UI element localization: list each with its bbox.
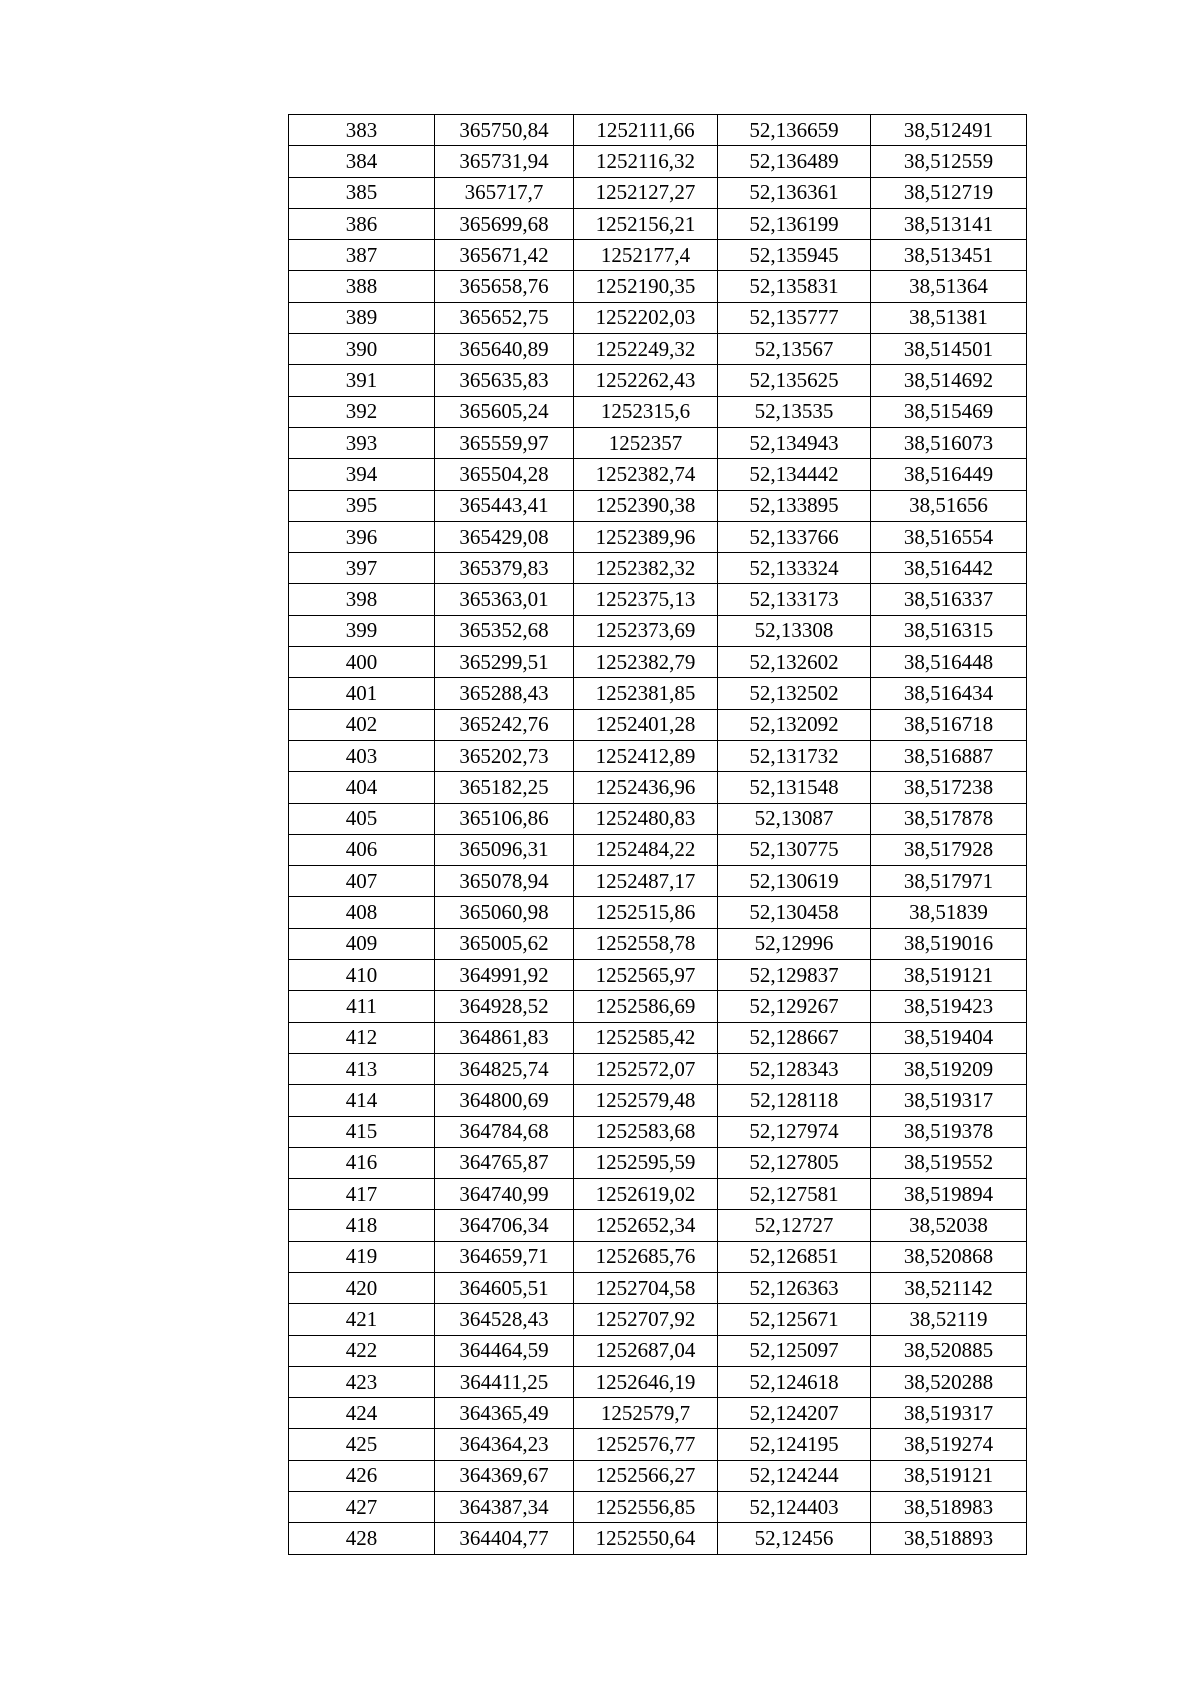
- table-row: [289, 709, 1027, 740]
- table-row: [289, 302, 1027, 333]
- table-row: [289, 396, 1027, 427]
- x-coordinate-cell: 364528,43: [435, 1304, 574, 1335]
- y-coordinate-cell: 1252389,96: [574, 521, 718, 552]
- point-number-cell: 400: [289, 647, 435, 678]
- x-coordinate-cell: 365605,24: [435, 396, 574, 427]
- x-coordinate-cell: 365202,73: [435, 740, 574, 771]
- y-coordinate-cell: 1252156,21: [574, 208, 718, 239]
- longitude-cell: 38,516449: [871, 459, 1027, 490]
- latitude-cell: 52,129267: [718, 991, 871, 1022]
- point-number-cell: 383: [289, 115, 435, 146]
- point-number-cell: 398: [289, 584, 435, 615]
- latitude-cell: 52,13567: [718, 334, 871, 365]
- x-coordinate-cell: 365379,83: [435, 553, 574, 584]
- latitude-cell: 52,124195: [718, 1429, 871, 1460]
- point-number-cell: 412: [289, 1022, 435, 1053]
- point-number-cell: 405: [289, 803, 435, 834]
- x-coordinate-cell: 365443,41: [435, 490, 574, 521]
- y-coordinate-cell: 1252249,32: [574, 334, 718, 365]
- longitude-cell: 38,512719: [871, 177, 1027, 208]
- latitude-cell: 52,134943: [718, 427, 871, 458]
- point-number-cell: 399: [289, 615, 435, 646]
- latitude-cell: 52,124403: [718, 1492, 871, 1523]
- point-number-cell: 411: [289, 991, 435, 1022]
- longitude-cell: 38,514692: [871, 365, 1027, 396]
- latitude-cell: 52,134442: [718, 459, 871, 490]
- table-row: [289, 1210, 1027, 1241]
- coordinates-table: [288, 114, 1027, 1555]
- longitude-cell: 38,512559: [871, 146, 1027, 177]
- y-coordinate-cell: 1252556,85: [574, 1492, 718, 1523]
- x-coordinate-cell: 365363,01: [435, 584, 574, 615]
- x-coordinate-cell: 365658,76: [435, 271, 574, 302]
- table-row: [289, 678, 1027, 709]
- y-coordinate-cell: 1252579,48: [574, 1085, 718, 1116]
- longitude-cell: 38,52119: [871, 1304, 1027, 1335]
- y-coordinate-cell: 1252565,97: [574, 960, 718, 991]
- point-number-cell: 403: [289, 740, 435, 771]
- longitude-cell: 38,516887: [871, 740, 1027, 771]
- point-number-cell: 402: [289, 709, 435, 740]
- latitude-cell: 52,132502: [718, 678, 871, 709]
- x-coordinate-cell: 364740,99: [435, 1179, 574, 1210]
- table-row: [289, 834, 1027, 865]
- latitude-cell: 52,13087: [718, 803, 871, 834]
- point-number-cell: 414: [289, 1085, 435, 1116]
- point-number-cell: 388: [289, 271, 435, 302]
- table-row: [289, 271, 1027, 302]
- longitude-cell: 38,516554: [871, 521, 1027, 552]
- latitude-cell: 52,136489: [718, 146, 871, 177]
- table-row: [289, 1492, 1027, 1523]
- latitude-cell: 52,133173: [718, 584, 871, 615]
- latitude-cell: 52,131732: [718, 740, 871, 771]
- longitude-cell: 38,520885: [871, 1335, 1027, 1366]
- point-number-cell: 384: [289, 146, 435, 177]
- table-row: [289, 647, 1027, 678]
- latitude-cell: 52,124244: [718, 1460, 871, 1491]
- x-coordinate-cell: 365005,62: [435, 928, 574, 959]
- latitude-cell: 52,135625: [718, 365, 871, 396]
- longitude-cell: 38,518983: [871, 1492, 1027, 1523]
- table-row: [289, 960, 1027, 991]
- y-coordinate-cell: 1252373,69: [574, 615, 718, 646]
- y-coordinate-cell: 1252583,68: [574, 1116, 718, 1147]
- table-row: [289, 1053, 1027, 1084]
- longitude-cell: 38,51364: [871, 271, 1027, 302]
- latitude-cell: 52,133766: [718, 521, 871, 552]
- x-coordinate-cell: 364928,52: [435, 991, 574, 1022]
- latitude-cell: 52,127581: [718, 1179, 871, 1210]
- longitude-cell: 38,516337: [871, 584, 1027, 615]
- y-coordinate-cell: 1252390,38: [574, 490, 718, 521]
- table-row: [289, 1179, 1027, 1210]
- y-coordinate-cell: 1252382,79: [574, 647, 718, 678]
- latitude-cell: 52,125671: [718, 1304, 871, 1335]
- longitude-cell: 38,512491: [871, 115, 1027, 146]
- table-row: [289, 1085, 1027, 1116]
- y-coordinate-cell: 1252487,17: [574, 866, 718, 897]
- y-coordinate-cell: 1252652,34: [574, 1210, 718, 1241]
- y-coordinate-cell: 1252566,27: [574, 1460, 718, 1491]
- point-number-cell: 393: [289, 427, 435, 458]
- y-coordinate-cell: 1252707,92: [574, 1304, 718, 1335]
- latitude-cell: 52,135945: [718, 240, 871, 271]
- latitude-cell: 52,12727: [718, 1210, 871, 1241]
- point-number-cell: 419: [289, 1241, 435, 1272]
- x-coordinate-cell: 365504,28: [435, 459, 574, 490]
- latitude-cell: 52,133324: [718, 553, 871, 584]
- table-row: [289, 490, 1027, 521]
- y-coordinate-cell: 1252579,7: [574, 1398, 718, 1429]
- point-number-cell: 423: [289, 1366, 435, 1397]
- point-number-cell: 426: [289, 1460, 435, 1491]
- point-number-cell: 417: [289, 1179, 435, 1210]
- y-coordinate-cell: 1252127,27: [574, 177, 718, 208]
- table-row: [289, 115, 1027, 146]
- point-number-cell: 410: [289, 960, 435, 991]
- point-number-cell: 391: [289, 365, 435, 396]
- latitude-cell: 52,136199: [718, 208, 871, 239]
- table-row: [289, 1116, 1027, 1147]
- x-coordinate-cell: 365288,43: [435, 678, 574, 709]
- point-number-cell: 409: [289, 928, 435, 959]
- table-row: [289, 991, 1027, 1022]
- y-coordinate-cell: 1252177,4: [574, 240, 718, 271]
- point-number-cell: 396: [289, 521, 435, 552]
- longitude-cell: 38,519317: [871, 1085, 1027, 1116]
- y-coordinate-cell: 1252202,03: [574, 302, 718, 333]
- point-number-cell: 428: [289, 1523, 435, 1554]
- table-row: [289, 1460, 1027, 1491]
- y-coordinate-cell: 1252381,85: [574, 678, 718, 709]
- table-row: [289, 1335, 1027, 1366]
- latitude-cell: 52,124618: [718, 1366, 871, 1397]
- latitude-cell: 52,133895: [718, 490, 871, 521]
- x-coordinate-cell: 365750,84: [435, 115, 574, 146]
- x-coordinate-cell: 364825,74: [435, 1053, 574, 1084]
- point-number-cell: 407: [289, 866, 435, 897]
- table-row: [289, 1398, 1027, 1429]
- y-coordinate-cell: 1252585,42: [574, 1022, 718, 1053]
- table-row: [289, 615, 1027, 646]
- latitude-cell: 52,127805: [718, 1147, 871, 1178]
- table-row: [289, 1366, 1027, 1397]
- x-coordinate-cell: 364411,25: [435, 1366, 574, 1397]
- table-row: [289, 208, 1027, 239]
- latitude-cell: 52,131548: [718, 772, 871, 803]
- point-number-cell: 422: [289, 1335, 435, 1366]
- y-coordinate-cell: 1252646,19: [574, 1366, 718, 1397]
- longitude-cell: 38,51381: [871, 302, 1027, 333]
- point-number-cell: 401: [289, 678, 435, 709]
- latitude-cell: 52,126363: [718, 1272, 871, 1303]
- table-row: [289, 1241, 1027, 1272]
- table-row: [289, 427, 1027, 458]
- latitude-cell: 52,125097: [718, 1335, 871, 1366]
- table-row: [289, 1022, 1027, 1053]
- y-coordinate-cell: 1252515,86: [574, 897, 718, 928]
- longitude-cell: 38,516315: [871, 615, 1027, 646]
- table-row: [289, 803, 1027, 834]
- y-coordinate-cell: 1252558,78: [574, 928, 718, 959]
- latitude-cell: 52,128667: [718, 1022, 871, 1053]
- x-coordinate-cell: 365060,98: [435, 897, 574, 928]
- latitude-cell: 52,128343: [718, 1053, 871, 1084]
- x-coordinate-cell: 365731,94: [435, 146, 574, 177]
- longitude-cell: 38,519274: [871, 1429, 1027, 1460]
- table-row: [289, 740, 1027, 771]
- table-row: [289, 521, 1027, 552]
- x-coordinate-cell: 364784,68: [435, 1116, 574, 1147]
- latitude-cell: 52,13308: [718, 615, 871, 646]
- x-coordinate-cell: 365717,7: [435, 177, 574, 208]
- longitude-cell: 38,519121: [871, 1460, 1027, 1491]
- point-number-cell: 397: [289, 553, 435, 584]
- point-number-cell: 416: [289, 1147, 435, 1178]
- latitude-cell: 52,12996: [718, 928, 871, 959]
- table-row: [289, 146, 1027, 177]
- longitude-cell: 38,519317: [871, 1398, 1027, 1429]
- x-coordinate-cell: 365299,51: [435, 647, 574, 678]
- longitude-cell: 38,516448: [871, 647, 1027, 678]
- latitude-cell: 52,135831: [718, 271, 871, 302]
- x-coordinate-cell: 364364,23: [435, 1429, 574, 1460]
- y-coordinate-cell: 1252576,77: [574, 1429, 718, 1460]
- latitude-cell: 52,128118: [718, 1085, 871, 1116]
- latitude-cell: 52,136659: [718, 115, 871, 146]
- x-coordinate-cell: 365096,31: [435, 834, 574, 865]
- x-coordinate-cell: 365242,76: [435, 709, 574, 740]
- longitude-cell: 38,519016: [871, 928, 1027, 959]
- point-number-cell: 392: [289, 396, 435, 427]
- x-coordinate-cell: 364765,87: [435, 1147, 574, 1178]
- x-coordinate-cell: 365352,68: [435, 615, 574, 646]
- latitude-cell: 52,126851: [718, 1241, 871, 1272]
- point-number-cell: 386: [289, 208, 435, 239]
- y-coordinate-cell: 1252480,83: [574, 803, 718, 834]
- longitude-cell: 38,519552: [871, 1147, 1027, 1178]
- x-coordinate-cell: 364659,71: [435, 1241, 574, 1272]
- x-coordinate-cell: 364706,34: [435, 1210, 574, 1241]
- point-number-cell: 394: [289, 459, 435, 490]
- x-coordinate-cell: 365671,42: [435, 240, 574, 271]
- point-number-cell: 418: [289, 1210, 435, 1241]
- table-row: [289, 1523, 1027, 1554]
- longitude-cell: 38,517878: [871, 803, 1027, 834]
- point-number-cell: 421: [289, 1304, 435, 1335]
- y-coordinate-cell: 1252382,74: [574, 459, 718, 490]
- table-row: [289, 553, 1027, 584]
- table-row: [289, 772, 1027, 803]
- longitude-cell: 38,52038: [871, 1210, 1027, 1241]
- table-row: [289, 1304, 1027, 1335]
- y-coordinate-cell: 1252190,35: [574, 271, 718, 302]
- y-coordinate-cell: 1252687,04: [574, 1335, 718, 1366]
- table-row: [289, 928, 1027, 959]
- table-row: [289, 1272, 1027, 1303]
- x-coordinate-cell: 365699,68: [435, 208, 574, 239]
- y-coordinate-cell: 1252619,02: [574, 1179, 718, 1210]
- x-coordinate-cell: 365559,97: [435, 427, 574, 458]
- x-coordinate-cell: 364404,77: [435, 1523, 574, 1554]
- latitude-cell: 52,127974: [718, 1116, 871, 1147]
- point-number-cell: 389: [289, 302, 435, 333]
- point-number-cell: 425: [289, 1429, 435, 1460]
- longitude-cell: 38,516442: [871, 553, 1027, 584]
- x-coordinate-cell: 365640,89: [435, 334, 574, 365]
- latitude-cell: 52,12456: [718, 1523, 871, 1554]
- longitude-cell: 38,519404: [871, 1022, 1027, 1053]
- point-number-cell: 404: [289, 772, 435, 803]
- point-number-cell: 415: [289, 1116, 435, 1147]
- longitude-cell: 38,518893: [871, 1523, 1027, 1554]
- y-coordinate-cell: 1252586,69: [574, 991, 718, 1022]
- latitude-cell: 52,130458: [718, 897, 871, 928]
- x-coordinate-cell: 365429,08: [435, 521, 574, 552]
- coordinates-table-body: [289, 115, 1027, 1555]
- y-coordinate-cell: 1252111,66: [574, 115, 718, 146]
- y-coordinate-cell: 1252550,64: [574, 1523, 718, 1554]
- table-row: [289, 334, 1027, 365]
- table-row: [289, 459, 1027, 490]
- longitude-cell: 38,519209: [871, 1053, 1027, 1084]
- table-row: [289, 365, 1027, 396]
- longitude-cell: 38,519378: [871, 1116, 1027, 1147]
- latitude-cell: 52,136361: [718, 177, 871, 208]
- y-coordinate-cell: 1252262,43: [574, 365, 718, 396]
- latitude-cell: 52,13535: [718, 396, 871, 427]
- point-number-cell: 420: [289, 1272, 435, 1303]
- longitude-cell: 38,516434: [871, 678, 1027, 709]
- y-coordinate-cell: 1252357: [574, 427, 718, 458]
- point-number-cell: 427: [289, 1492, 435, 1523]
- latitude-cell: 52,132602: [718, 647, 871, 678]
- longitude-cell: 38,515469: [871, 396, 1027, 427]
- x-coordinate-cell: 365106,86: [435, 803, 574, 834]
- longitude-cell: 38,519423: [871, 991, 1027, 1022]
- y-coordinate-cell: 1252704,58: [574, 1272, 718, 1303]
- longitude-cell: 38,51656: [871, 490, 1027, 521]
- longitude-cell: 38,517928: [871, 834, 1027, 865]
- longitude-cell: 38,521142: [871, 1272, 1027, 1303]
- y-coordinate-cell: 1252595,59: [574, 1147, 718, 1178]
- latitude-cell: 52,130775: [718, 834, 871, 865]
- longitude-cell: 38,519121: [871, 960, 1027, 991]
- latitude-cell: 52,135777: [718, 302, 871, 333]
- x-coordinate-cell: 364605,51: [435, 1272, 574, 1303]
- x-coordinate-cell: 364369,67: [435, 1460, 574, 1491]
- x-coordinate-cell: 364861,83: [435, 1022, 574, 1053]
- x-coordinate-cell: 364387,34: [435, 1492, 574, 1523]
- table-row: [289, 177, 1027, 208]
- point-number-cell: 387: [289, 240, 435, 271]
- y-coordinate-cell: 1252116,32: [574, 146, 718, 177]
- longitude-cell: 38,514501: [871, 334, 1027, 365]
- latitude-cell: 52,129837: [718, 960, 871, 991]
- y-coordinate-cell: 1252436,96: [574, 772, 718, 803]
- x-coordinate-cell: 365652,75: [435, 302, 574, 333]
- table-row: [289, 897, 1027, 928]
- y-coordinate-cell: 1252382,32: [574, 553, 718, 584]
- longitude-cell: 38,51839: [871, 897, 1027, 928]
- longitude-cell: 38,520288: [871, 1366, 1027, 1397]
- point-number-cell: 413: [289, 1053, 435, 1084]
- longitude-cell: 38,517971: [871, 866, 1027, 897]
- table-row: [289, 866, 1027, 897]
- x-coordinate-cell: 364464,59: [435, 1335, 574, 1366]
- longitude-cell: 38,513141: [871, 208, 1027, 239]
- y-coordinate-cell: 1252572,07: [574, 1053, 718, 1084]
- point-number-cell: 390: [289, 334, 435, 365]
- y-coordinate-cell: 1252401,28: [574, 709, 718, 740]
- x-coordinate-cell: 364365,49: [435, 1398, 574, 1429]
- latitude-cell: 52,124207: [718, 1398, 871, 1429]
- latitude-cell: 52,130619: [718, 866, 871, 897]
- longitude-cell: 38,517238: [871, 772, 1027, 803]
- latitude-cell: 52,132092: [718, 709, 871, 740]
- y-coordinate-cell: 1252484,22: [574, 834, 718, 865]
- y-coordinate-cell: 1252315,6: [574, 396, 718, 427]
- longitude-cell: 38,516073: [871, 427, 1027, 458]
- table-row: [289, 240, 1027, 271]
- x-coordinate-cell: 365182,25: [435, 772, 574, 803]
- table-row: [289, 1429, 1027, 1460]
- point-number-cell: 408: [289, 897, 435, 928]
- longitude-cell: 38,513451: [871, 240, 1027, 271]
- point-number-cell: 395: [289, 490, 435, 521]
- longitude-cell: 38,519894: [871, 1179, 1027, 1210]
- x-coordinate-cell: 364991,92: [435, 960, 574, 991]
- longitude-cell: 38,520868: [871, 1241, 1027, 1272]
- x-coordinate-cell: 364800,69: [435, 1085, 574, 1116]
- y-coordinate-cell: 1252375,13: [574, 584, 718, 615]
- point-number-cell: 424: [289, 1398, 435, 1429]
- longitude-cell: 38,516718: [871, 709, 1027, 740]
- point-number-cell: 385: [289, 177, 435, 208]
- x-coordinate-cell: 365635,83: [435, 365, 574, 396]
- table-row: [289, 1147, 1027, 1178]
- table-row: [289, 584, 1027, 615]
- x-coordinate-cell: 365078,94: [435, 866, 574, 897]
- y-coordinate-cell: 1252685,76: [574, 1241, 718, 1272]
- y-coordinate-cell: 1252412,89: [574, 740, 718, 771]
- point-number-cell: 406: [289, 834, 435, 865]
